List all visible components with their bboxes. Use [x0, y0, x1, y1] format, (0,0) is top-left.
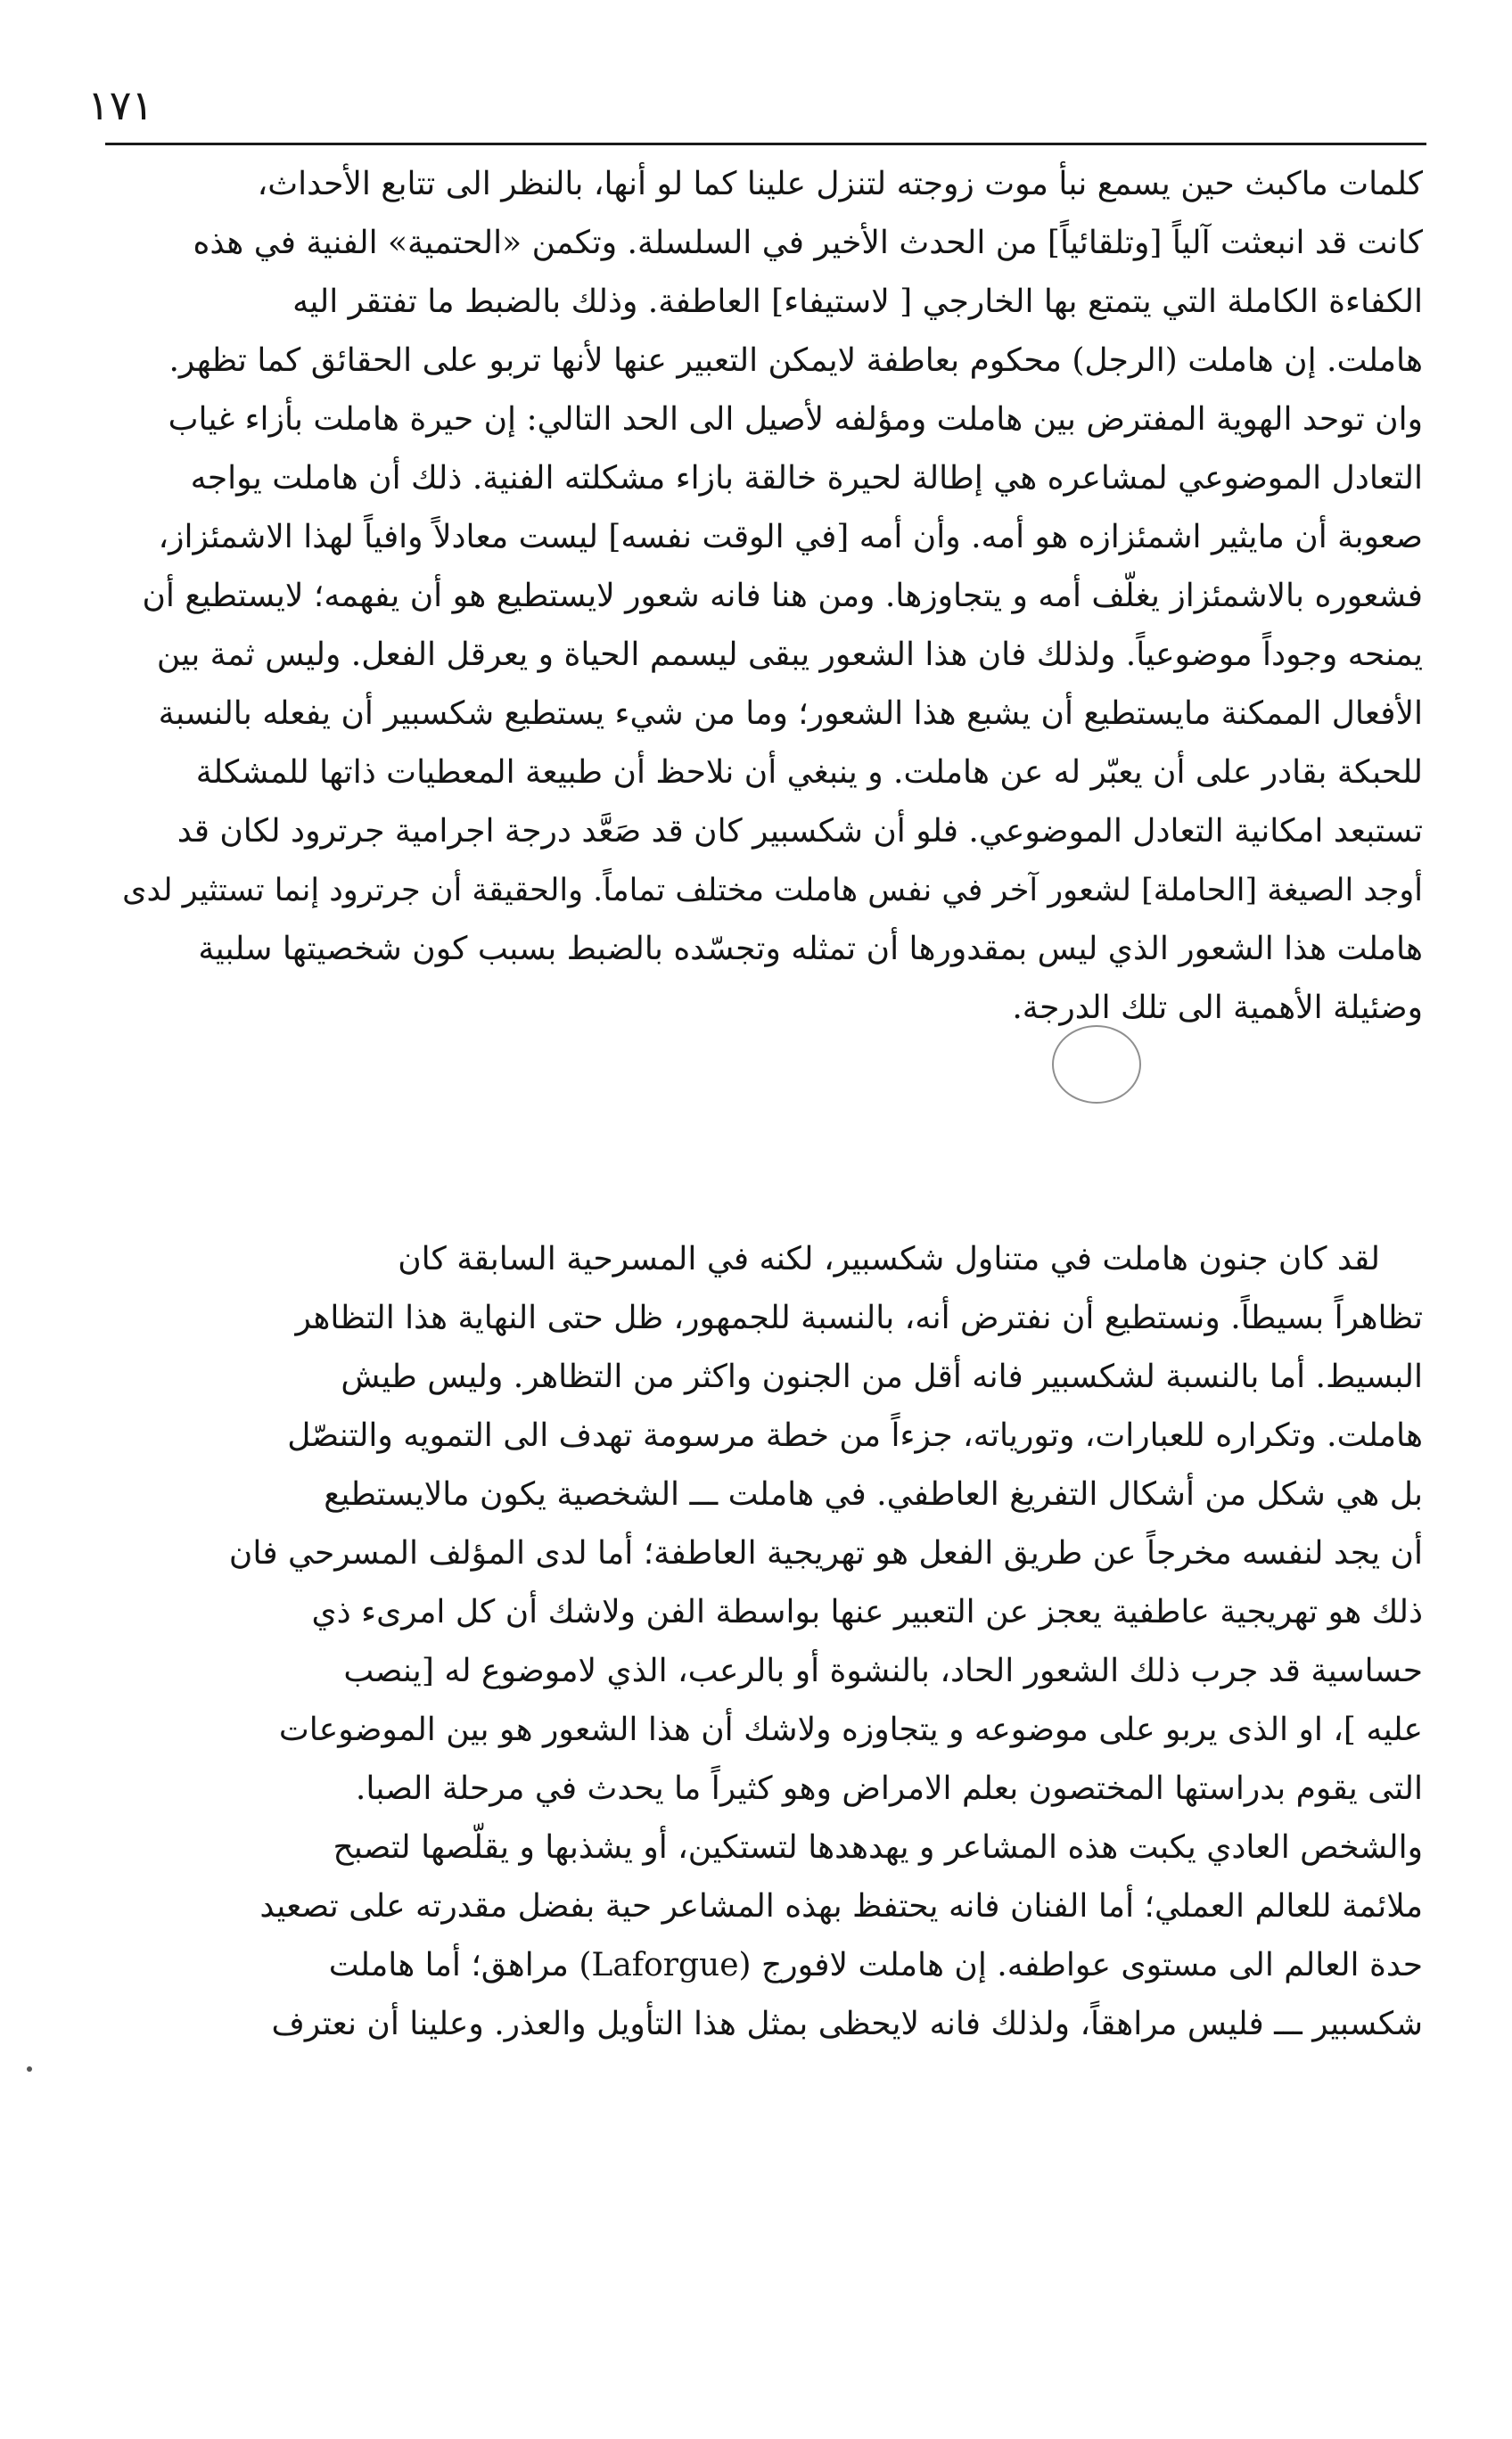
text-line: هاملت. وتكراره للعبارات، وتورياته، جزءاً من خطة مرسومة تهدف الى التمويه والتنصّل [287, 1417, 1423, 1454]
text-line: تستبعد امكانية التعادل الموضوعي. فلو أن شكسبير كان قد صَعَّد درجة اجرامية جرترود لكان قد [177, 813, 1423, 850]
handwritten-circle-mark [1052, 1025, 1141, 1104]
text-line: وان توحد الهوية المفترض بين هاملت ومؤلفه لأصيل الى الحد التالي: إن حيرة هاملت بأزاء غياب [168, 401, 1423, 438]
text-line: كانت قد انبعثت آلياً [وتلقائياً] من الحدث الأخير في السلسلة. وتكمن «الحتمية» الفنية في هذه [193, 225, 1423, 261]
text-line: أوجد الصيغة [الحاملة] لشعور آخر في نفس هاملت مختلف تماماً. والحقيقة أن جرترود إنما تستثير لدى [122, 873, 1423, 908]
text-line: التى يقوم بدراستها المختصون بعلم الامراض وهو كثيراً ما يحدث في مرحلة الصبا. [355, 1770, 1423, 1807]
text-line: وضئيلة الأهمية الى تلك الدرجة. [1012, 990, 1423, 1026]
text-line: البسيط. أما بالنسبة لشكسبير فانه أقل من الجنون واكثر من التظاهر. وليس طيش [341, 1359, 1423, 1395]
paragraph-one [102, 155, 1423, 1038]
text-line: كلمات ماكبث حين يسمع نبأ موت زوجته لتنزل علينا كما لو أنها، بالنظر الى تتابع الأحداث، [257, 166, 1423, 202]
text-line: ملائمة للعالم العملي؛ أما الفنان فانه يحتفظ بهذه المشاعر حية بفضل مقدرته على تصعيد [259, 1888, 1423, 1925]
text-line: هاملت. إن هاملت (الرجل) محكوم بعاطفة لايمكن التعبير عنها لأنها تربو على الحقائق كما تظهر. [168, 342, 1423, 379]
text-line: الأفعال الممكنة مايستطيع أن يشبع هذا الشعور؛ وما من شيء يستطيع شكسبير أن يفعله بالنسبة [158, 695, 1423, 732]
text-line: لقد كان جنون هاملت في متناول شكسبير، لكنه في المسرحية السابقة كان [398, 1241, 1380, 1277]
text-line: هاملت هذا الشعور الذي ليس بمقدورها أن تمثله وتجسّده بالضبط بسبب كون شخصيتها سلبية [198, 931, 1423, 967]
text-line: بل هي شكل من أشكال التفريغ العاطفي. في هاملت ـــ الشخصية يكون مالايستطيع [324, 1476, 1423, 1513]
scan-speck [27, 2066, 32, 2072]
text-line: والشخص العادي يكبت هذه المشاعر و يهدهدها لتستكين، أو يشذبها و يقلّصها لتصبح [333, 1829, 1423, 1866]
text-line: الكفاءة الكاملة التي يتمتع بها الخارجي [ لاستيفاء] العاطفة. وذلك بالضبط ما تفتقر اليه [292, 283, 1423, 320]
text-line: أن يجد لنفسه مخرجاً عن طريق الفعل هو تهريجية العاطفة؛ أما لدى المؤلف المسرحي فان [228, 1535, 1423, 1572]
text-line: للحبكة بقادر على أن يعبّر له عن هاملت. و ينبغي أن نلاحظ أن طبيعة المعطيات ذاتها للمشكلة [195, 754, 1423, 791]
paragraph-two [102, 1230, 1423, 2054]
text-line: فشعوره بالاشمئزاز يغلّف أمه و يتجاوزها. ومن هنا فانه شعور لايستطيع هو أن يفهمه؛ لايستطيع أن [142, 578, 1423, 614]
text-line: حساسية قد جرب ذلك الشعور الحاد، بالنشوة أو بالرعب، الذي لاموضوع له [ينصب [343, 1653, 1423, 1689]
text-line: عليه ]، او الذى يربو على موضوعه و يتجاوزه ولاشك أن هذا الشعور هو بين الموضوعات [278, 1712, 1423, 1748]
text-line: حدة العالم الى مستوى عواطفه. إن هاملت لافورج (Laforgue) مراهق؛ أما هاملت [328, 1947, 1423, 1983]
text-line: تظاهراً بسيطاً. ونستطيع أن نفترض أنه، بالنسبة للجمهور، ظل حتى النهاية هذا التظاهر [295, 1300, 1423, 1336]
text-line: يمنحه وجوداً موضوعياً. ولذلك فان هذا الشعور يبقى ليسمم الحياة و يعرقل الفعل. وليس ثمة بين [156, 636, 1423, 673]
page-number: ١٧١ [87, 81, 154, 129]
header-rule [105, 143, 1426, 145]
text-line: شكسبير ـــ فليس مراهقاً، ولذلك فانه لايحظى بمثل هذا التأويل والعذر. وعلينا أن نعترف [271, 2006, 1423, 2042]
text-line: صعوبة أن مايثير اشمئزازه هو أمه. وأن أمه [في الوقت نفسه] ليست معادلاً وافياً لهذا الاشمئزاز، [158, 519, 1423, 555]
text-line: التعادل الموضوعي لمشاعره هي إطالة لحيرة خالقة بازاء مشكلته الفنية. ذلك أن هاملت يواجه [190, 460, 1423, 497]
text-line: ذلك هو تهريجية عاطفية يعجز عن التعبير عنها بواسطة الفن ولاشك أن كل امرىء ذي [311, 1594, 1423, 1630]
